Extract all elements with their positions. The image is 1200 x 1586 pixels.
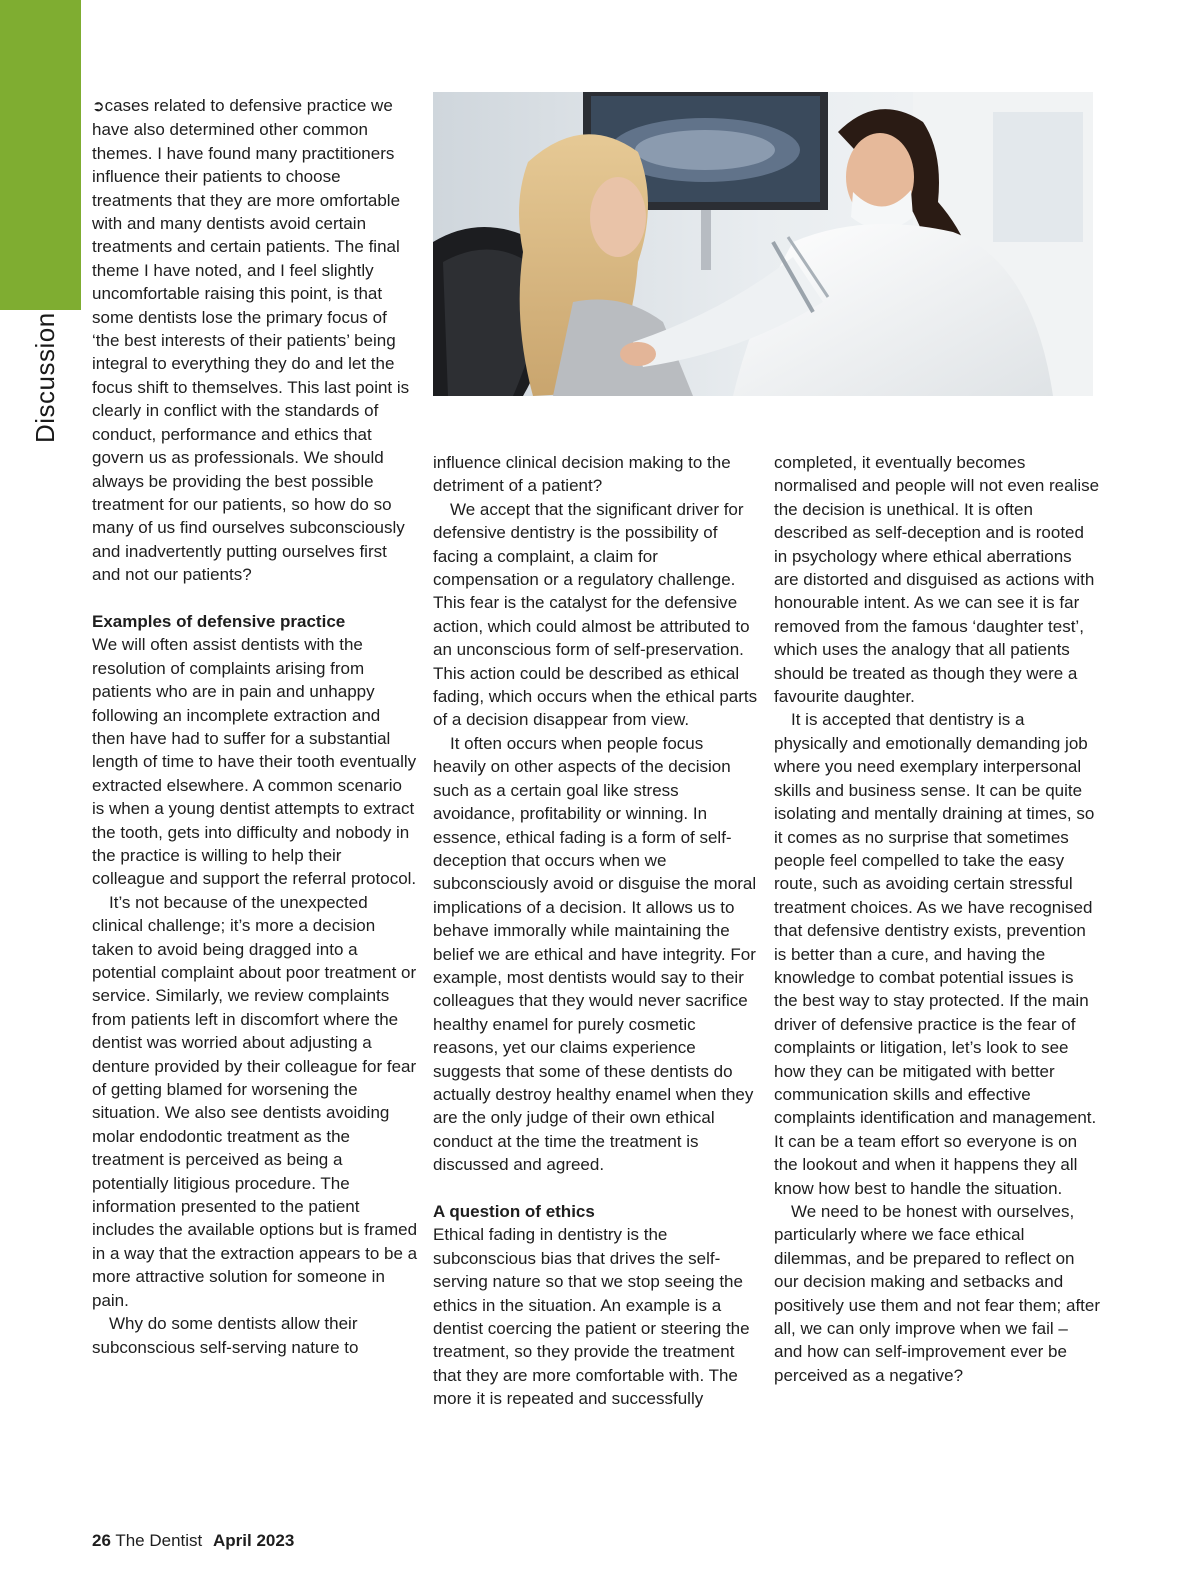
article-column-2: [433, 451, 759, 1411]
article-photo: [433, 92, 1093, 396]
subheading: Examples of defensive practice: [92, 611, 346, 631]
paragraph: Why do some dentists allow their subconscious self-serving nature to: [92, 1314, 359, 1357]
paragraph: We need to be honest with ourselves, particularly where we face ethical dilemmas, and be prepared to reflect on our decision making and setbacks and positively use them and not fear them; after all, we can only improve when we fail – and how can self-improvement ever be perceived as a negative?: [774, 1202, 1101, 1385]
subheading: A question of ethics: [433, 1201, 595, 1221]
paragraph: completed, it eventually becomes normalised and people will not even realise the decision is unethical. It is often described as self-deception and is rooted in psychology where ethical aberrations are distorted and disguised as actions with honourable intent. As we can see it is far removed from the famous ‘daughter test’, which uses the analogy that all patients should be treated as though they were a favourite daughter.: [774, 453, 1100, 707]
continued-arrow-icon: ➲: [92, 98, 105, 115]
issue-date: April 2023: [213, 1531, 295, 1550]
paragraph: [92, 94, 418, 587]
article-column-1: [92, 94, 418, 1359]
paragraph: influence clinical decision making to the detriment of a patient?: [433, 453, 731, 496]
publication-name: The Dentist: [115, 1531, 203, 1550]
page-number: 26: [92, 1531, 111, 1550]
paragraph: We will often assist dentists with the resolution of complaints arising from patients who are in pain and unhappy following an incomplete extraction and then have had to suffer for a substantial length of time to have their tooth eventually extracted elsewhere. A common scenario is when a young dentist attempts to extract the tooth, gets into difficulty and nobody in the practice is willing to help their colleague and support the referral protocol.: [92, 635, 417, 889]
paragraph: It’s not because of the unexpected clinical challenge; it’s more a decision taken to avoid being dragged into a potential complaint about poor treatment or service. Similarly, we review complaints from patients left in discomfort where the dentist was worried about adjusting a denture provided by their colleague for fear of getting blamed for worsening the situation. We also see dentists avoiding molar endodontic treatment as the treatment is perceived as being a potentially litigious procedure. The information presented to the patient includes the available options but is framed in a way that the extraction appears to be a more attractive solution for someone in pain.: [92, 892, 418, 1310]
paragraph-text: cases related to defensive practice we have also determined other common themes. I have found many practitioners influence their patients to choose treatments that they are more omfortable with and many dentists avoid certain treatments and certain patients. The final theme I have noted, and I feel slightly uncomfortable raising this point, is that some dentists lose the primary focus of ‘the best interests of their patients’ being integral to everything they do and let the focus shift to themselves. This last point is clearly in conflict with the standards of conduct, performance and ethics that govern us as professionals. We should always be providing the best possible treatment for our patients, so how do so many of us find ourselves subconsciously and inadvertently putting ourselves first and not our patients?: [92, 96, 410, 585]
section-color-tab: [0, 0, 81, 310]
page-footer: [92, 1531, 294, 1551]
article-column-3: [774, 451, 1100, 1387]
dentist-patient-illustration: [433, 92, 1093, 396]
paragraph: We accept that the significant driver for defensive dentistry is the possibility of facing a complaint, a claim for compensation or a regulatory challenge. This fear is the catalyst for the defensive action, which could almost be attributed to an unconscious form of self-preservation. This action could be described as ethical fading, which occurs when the ethical parts of a decision disappear from view.: [433, 499, 758, 730]
paragraph: It often occurs when people focus heavily on other aspects of the decision such as a certain goal like stress avoidance, profitability or winning. In essence, ethical fading is a form of self-deception that occurs when we subconsciously avoid or disguise the moral implications of a decision. It allows us to behave immorally while maintaining the belief we are ethical and have integrity. For example, most dentists would say to their colleagues that they would never sacrifice healthy enamel for purely cosmetic reasons, yet our claims experience suggests that some of these dentists do actually destroy healthy enamel when they are the only judge of their own ethical conduct at the time the treatment is discussed and agreed.: [433, 733, 757, 1175]
section-label: Discussion: [30, 312, 60, 443]
paragraph: It is accepted that dentistry is a physically and emotionally demanding job where you need exemplary interpersonal skills and business sense. It can be quite isolating and mentally draining at times, so it comes as no surprise that sometimes people feel compelled to take the easy route, such as avoiding certain stressful treatment choices. As we have recognised that defensive dentistry exists, prevention is better than a cure, and having the knowledge to combat potential issues is the best way to stay protected. If the main driver of defensive practice is the fear of complaints or litigation, let’s look to see how they can be mitigated with better communication skills and effective complaints identification and management. It can be a team effort so everyone is on the lookout and when it happens they all know how best to handle the situation.: [774, 710, 1097, 1198]
paragraph: Ethical fading in dentistry is the subconscious bias that drives the self-serving nature so that we stop seeing the ethics in the situation. An example is a dentist coercing the patient or steering the treatment, so they provide the treatment that they are more comfortable with. The more it is repeated and successfully: [433, 1225, 750, 1409]
